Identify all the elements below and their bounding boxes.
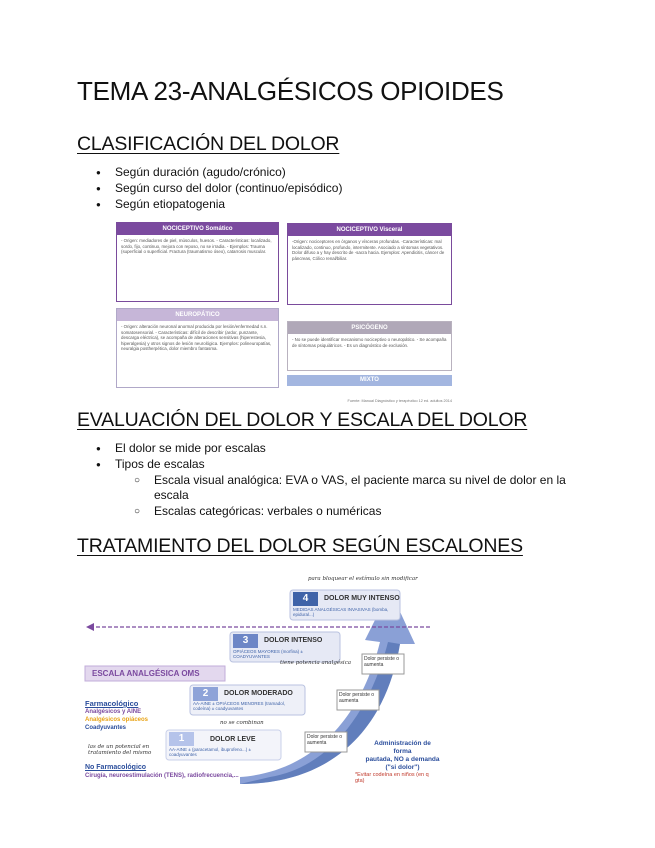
handwritten-note: para bloquear el estímulo sin modificar — [308, 576, 418, 582]
list-item: ○ Escalas categóricas: verbales o numéricas — [77, 504, 577, 520]
handwritten-note: no se combinan — [220, 720, 264, 726]
box-mixto — [287, 375, 452, 386]
handwritten-note: tiene potencia analgésica — [280, 660, 352, 666]
list-clasificacion — [77, 165, 342, 212]
box-text: - No se puede identificar mecanismo nociceptivo o neuropático. - Se acompaña de síntomas psiquiátricos. - Es un diagnóstico de exclusión. — [292, 337, 447, 348]
persist-label: Dolor persiste o aumenta — [364, 656, 400, 668]
step-label: DOLOR LEVE — [210, 736, 256, 743]
admin-note — [365, 740, 440, 772]
box-title: PSICÓGENO — [288, 322, 451, 334]
persist-label: Dolor persiste o aumenta — [307, 734, 343, 746]
no-farmacologico-title: No Farmacológico — [85, 764, 147, 771]
step-number: 4 — [302, 593, 309, 604]
step-detail: OPIÁCEOS MAYORES (morfina) ± COADYUVANTES — [233, 649, 303, 659]
farmacologico-line: Analgésicos opiáceos — [85, 717, 149, 723]
list-evaluacion — [77, 441, 577, 520]
box-somatico — [116, 222, 279, 302]
box-title: NOCICEPTIVO Somático — [117, 223, 278, 235]
heading-evaluacion: EVALUACIÓN DEL DOLOR Y ESCALA DEL DOLOR — [77, 409, 528, 431]
heading-clasificacion: CLASIFICACIÓN DEL DOLOR — [77, 133, 340, 155]
box-text: - Origen: mediadores de piel, músculos, huesos. - Características: localizado, sordo, fijo, continuo, mejora con reposo, no se irradia. - Ejemplos: Trauma (superficial o superficial. Fractura (traumatismo óseo), catarrosis muscular. — [121, 238, 272, 255]
box-title: NOCICEPTIVO Visceral — [288, 224, 451, 236]
box-title: MIXTO — [287, 375, 452, 386]
box-text: -Origen: nociceptores en órganos y vísceras profundas. -Características: mal localizado, continuo, profundo, intermitente. Asociado a síntomas vegetativos. Dolor difuso a y hay descrito de -sacra hacia. Ejemplos: Apendicitis, cáncer de páncreas, Cólico renal/biliar. — [292, 239, 445, 261]
admin-note-line: Administración de forma — [374, 740, 431, 755]
pain-classification-figure — [116, 220, 452, 403]
oms-label: ESCALA ANALGÉSICA OMS — [92, 669, 200, 678]
step-number: 1 — [178, 733, 185, 744]
step-detail: AA-AINE ± (paracetamol, ibuprofeno...) ± coadyuvantes — [169, 747, 251, 757]
step-number: 2 — [202, 688, 209, 699]
list-item: ● Según duración (agudo/crónico) — [77, 165, 342, 181]
list-item: ● Según etiopatogenia — [77, 197, 342, 213]
heading-tratamiento: TRATAMIENTO DEL DOLOR SEGÚN ESCALONES — [77, 535, 523, 557]
arrow-head-icon — [86, 623, 94, 631]
box-neuropatico — [116, 308, 279, 388]
step-detail: AA-AINE ± OPIÁCEOS MENORES (tramadol, codeína) ± coadyuvantes — [193, 701, 285, 711]
handwritten-note: las de un potencial en tratamiento del mismo — [88, 744, 152, 756]
list-item: ● Tipos de escalas — [77, 457, 577, 473]
step-number: 3 — [242, 635, 249, 646]
persist-label: Dolor persiste o aumenta — [339, 692, 375, 704]
farmacologico-line: Coadyuvantes — [85, 725, 127, 731]
list-item: ● Según curso del dolor (continuo/episódico) — [77, 181, 342, 197]
figure-source: Fuente: Manual Diagnóstico y terapéutico 12 ed. adultos 2014 — [347, 399, 452, 403]
step-label: DOLOR MODERADO — [224, 690, 293, 697]
list-item: ○ Escala visual analógica: EVA o VAS, el paciente marca su nivel de dolor en la escala — [77, 473, 577, 505]
footnote: *Evitar codeína en niños (en q gta) — [355, 772, 429, 784]
admin-note-line: pautada, NO a demanda — [365, 756, 440, 763]
admin-note-line: ("si dolor") — [385, 764, 420, 771]
box-text: - Origen: alteración neuronal anormal producida por lesión/enfermedad s.n. somatosensorial. - Características: difícil de describir (ardor, punzante, descarga eléctrica), se acompaña de alteraciones sensitivas (hiperestesia, hiperalgesia) y otros signos de lesión neurológica. Ejemplos: polineuropatías, neuralgia postherpética, dolor miembro fantasma. — [121, 324, 272, 352]
box-visceral — [287, 223, 452, 305]
step-label: DOLOR INTENSO — [264, 637, 323, 644]
farmacologico-title: Farmacológico — [85, 699, 139, 708]
page-title: TEMA 23-ANALGÉSICOS OPIOIDES — [77, 76, 504, 106]
no-farmacologico-line: Cirugía, neuroestimulación (TENS), radiofrecuencia,... — [85, 773, 239, 779]
farmacologico-line: Analgésicos y AINE — [85, 709, 142, 715]
box-title: NEUROPÁTICO — [117, 309, 278, 321]
box-psicogeno — [287, 321, 452, 371]
step-detail: MEDIDAS ANALGÉSICAS INVASIVAS (bomba, epidural...) — [293, 607, 389, 617]
step-label: DOLOR MUY INTENSO — [324, 595, 400, 602]
analgesic-ladder-figure — [80, 572, 440, 784]
list-item: ● El dolor se mide por escalas — [77, 441, 577, 457]
